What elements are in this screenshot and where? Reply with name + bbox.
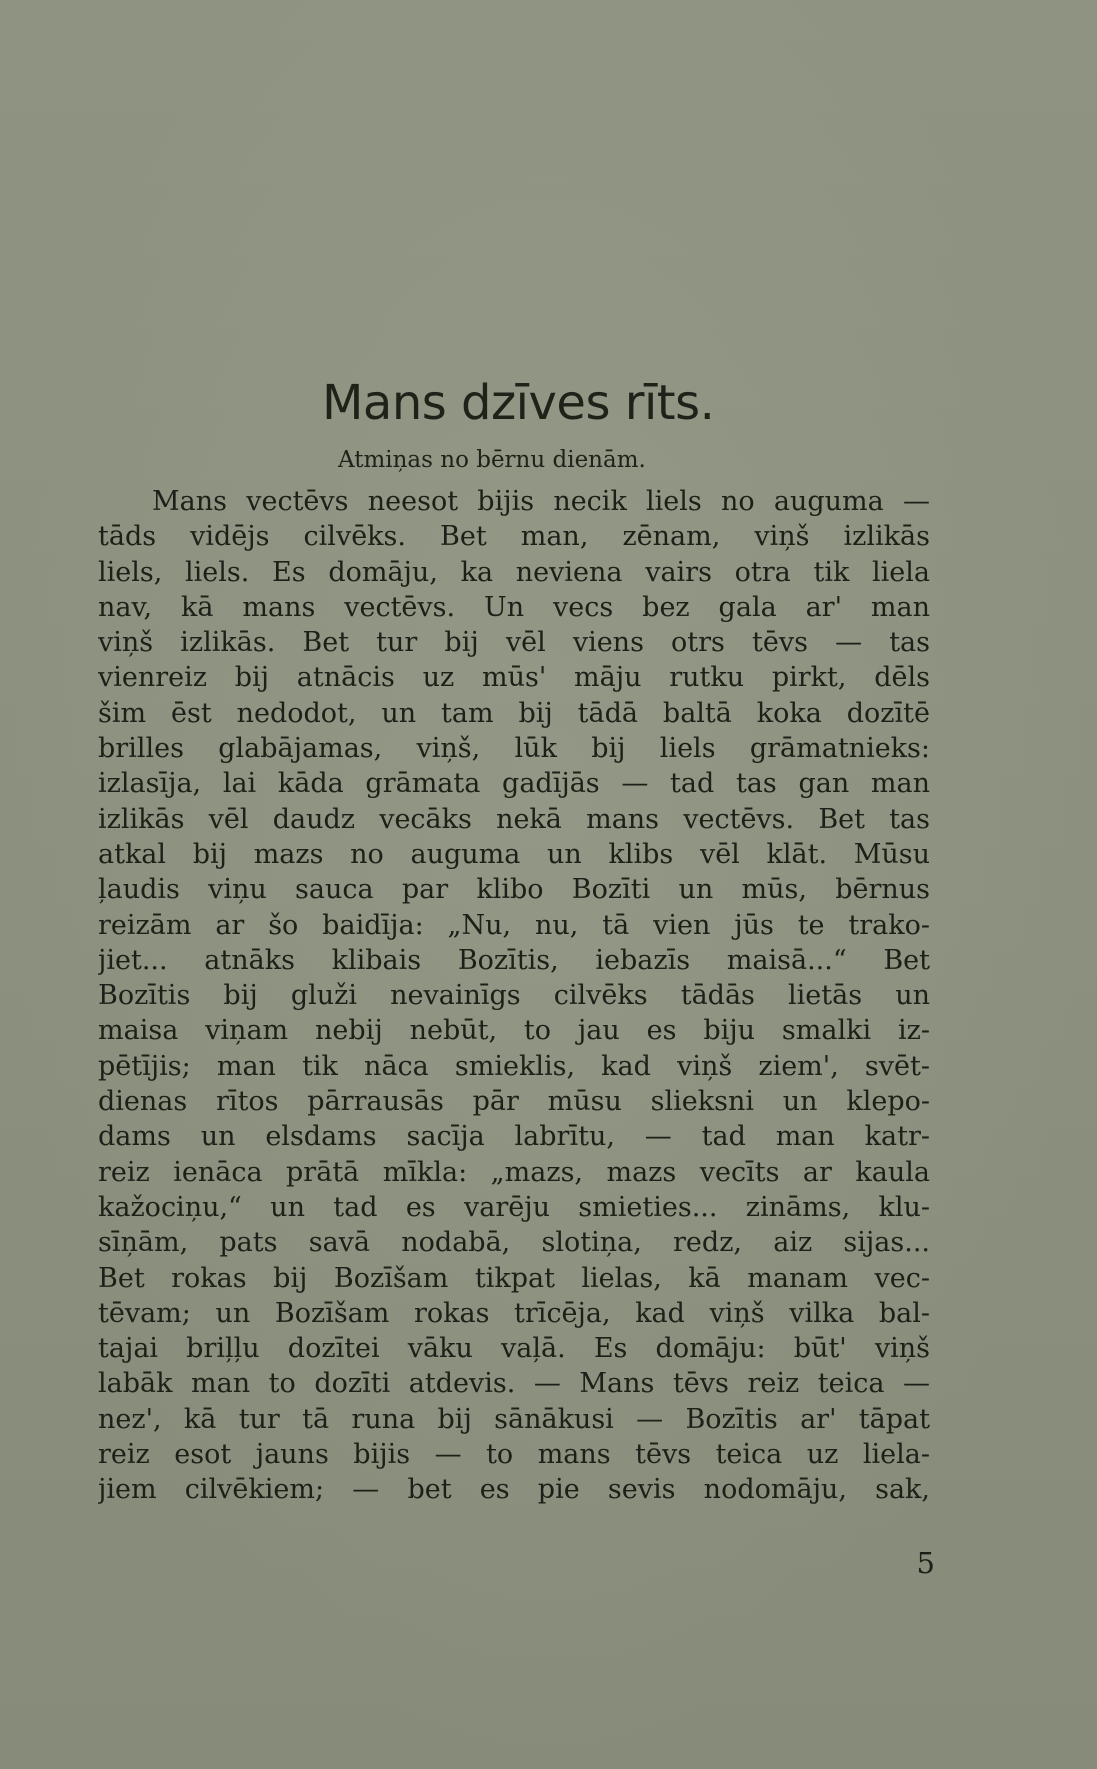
text-line: Bet rokas bij Bozīšam tikpat lielas, kā manam vec-	[98, 1262, 930, 1294]
text-line: dienas rītos pārrausās pār mūsu slieksni un klepo-	[98, 1086, 930, 1118]
text-line: labāk man to dozīti atdevis. — Mans tēvs reiz teica —	[98, 1368, 930, 1400]
text-line: Mans vectēvs neesot bijis necik liels no auguma —	[152, 486, 930, 517]
text-line: brilles glabājamas, viņš, lūk bij liels grāmatnieks:	[98, 733, 930, 765]
text-line: viņš izlikās. Bet tur bij vēl viens otrs tēvs — tas	[98, 627, 930, 659]
text-line: nez', kā tur tā runa bij sānākusi — Bozītis ar' tāpat	[98, 1403, 930, 1435]
text-line: pētījis; man tik nāca smieklis, kad viņš ziem', svēt-	[98, 1050, 930, 1082]
text-line: sīņām, pats savā nodabā, slotiņa, redz, aiz sijas...	[98, 1227, 930, 1259]
text-line: atkal bij mazs no auguma un klibs vēl klāt. Mūsu	[98, 838, 930, 870]
chapter-title: Mans dzīves rīts.	[322, 375, 715, 431]
text-line: izlasīja, lai kāda grāmata gadījās — tad tas gan man	[98, 768, 930, 800]
chapter-subtitle: Atmiņas no bērnu dienām.	[338, 447, 646, 473]
text-line: reizām ar šo baidīja: „Nu, nu, tā vien jūs te trako-	[98, 909, 930, 941]
body-text	[98, 484, 930, 1508]
text-line: maisa viņam nebij nebūt, to jau es biju smalki iz-	[98, 1015, 930, 1047]
text-line: izlikās vēl daudz vecāks nekā mans vectēvs. Bet tas	[98, 803, 930, 835]
text-line: ļaudis viņu sauca par klibo Bozīti un mūs, bērnus	[98, 874, 930, 906]
text-line: tāds vidējs cilvēks. Bet man, zēnam, viņš izlikās	[98, 521, 930, 553]
text-line: jiet... atnāks klibais Bozītis, iebazīs maisā...“ Bet	[98, 944, 930, 976]
text-line: vienreiz bij atnācis uz mūs' māju rutku pirkt, dēls	[98, 662, 930, 694]
text-line: reiz ienāca prātā mīkla: „mazs, mazs vecīts ar kaula	[98, 1156, 930, 1188]
text-line: šim ēst nedodot, un tam bij tādā baltā koka dozītē	[98, 697, 930, 729]
page-number: 5	[916, 1546, 935, 1580]
text-line: kažociņu,“ un tad es varēju smieties... zināms, klu-	[98, 1191, 930, 1223]
text-line: nav, kā mans vectēvs. Un vecs bez gala ar' man	[98, 591, 930, 623]
text-line: tajai briļļu dozītei vāku vaļā. Es domāju: būt' viņš	[98, 1333, 930, 1365]
text-line: liels, liels. Es domāju, ka neviena vairs otra tik liela	[98, 556, 930, 588]
text-line: reiz esot jauns bijis — to mans tēvs teica uz liela-	[98, 1439, 930, 1471]
text-line: jiem cilvēkiem; — bet es pie sevis nodomāju, sak,	[98, 1474, 930, 1506]
text-line: tēvam; un Bozīšam rokas trīcēja, kad viņš vilka bal-	[98, 1297, 930, 1329]
text-line: dams un elsdams sacīja labrītu, — tad man katr-	[98, 1121, 930, 1153]
text-line: Bozītis bij gluži nevainīgs cilvēks tādās lietās un	[98, 980, 930, 1012]
